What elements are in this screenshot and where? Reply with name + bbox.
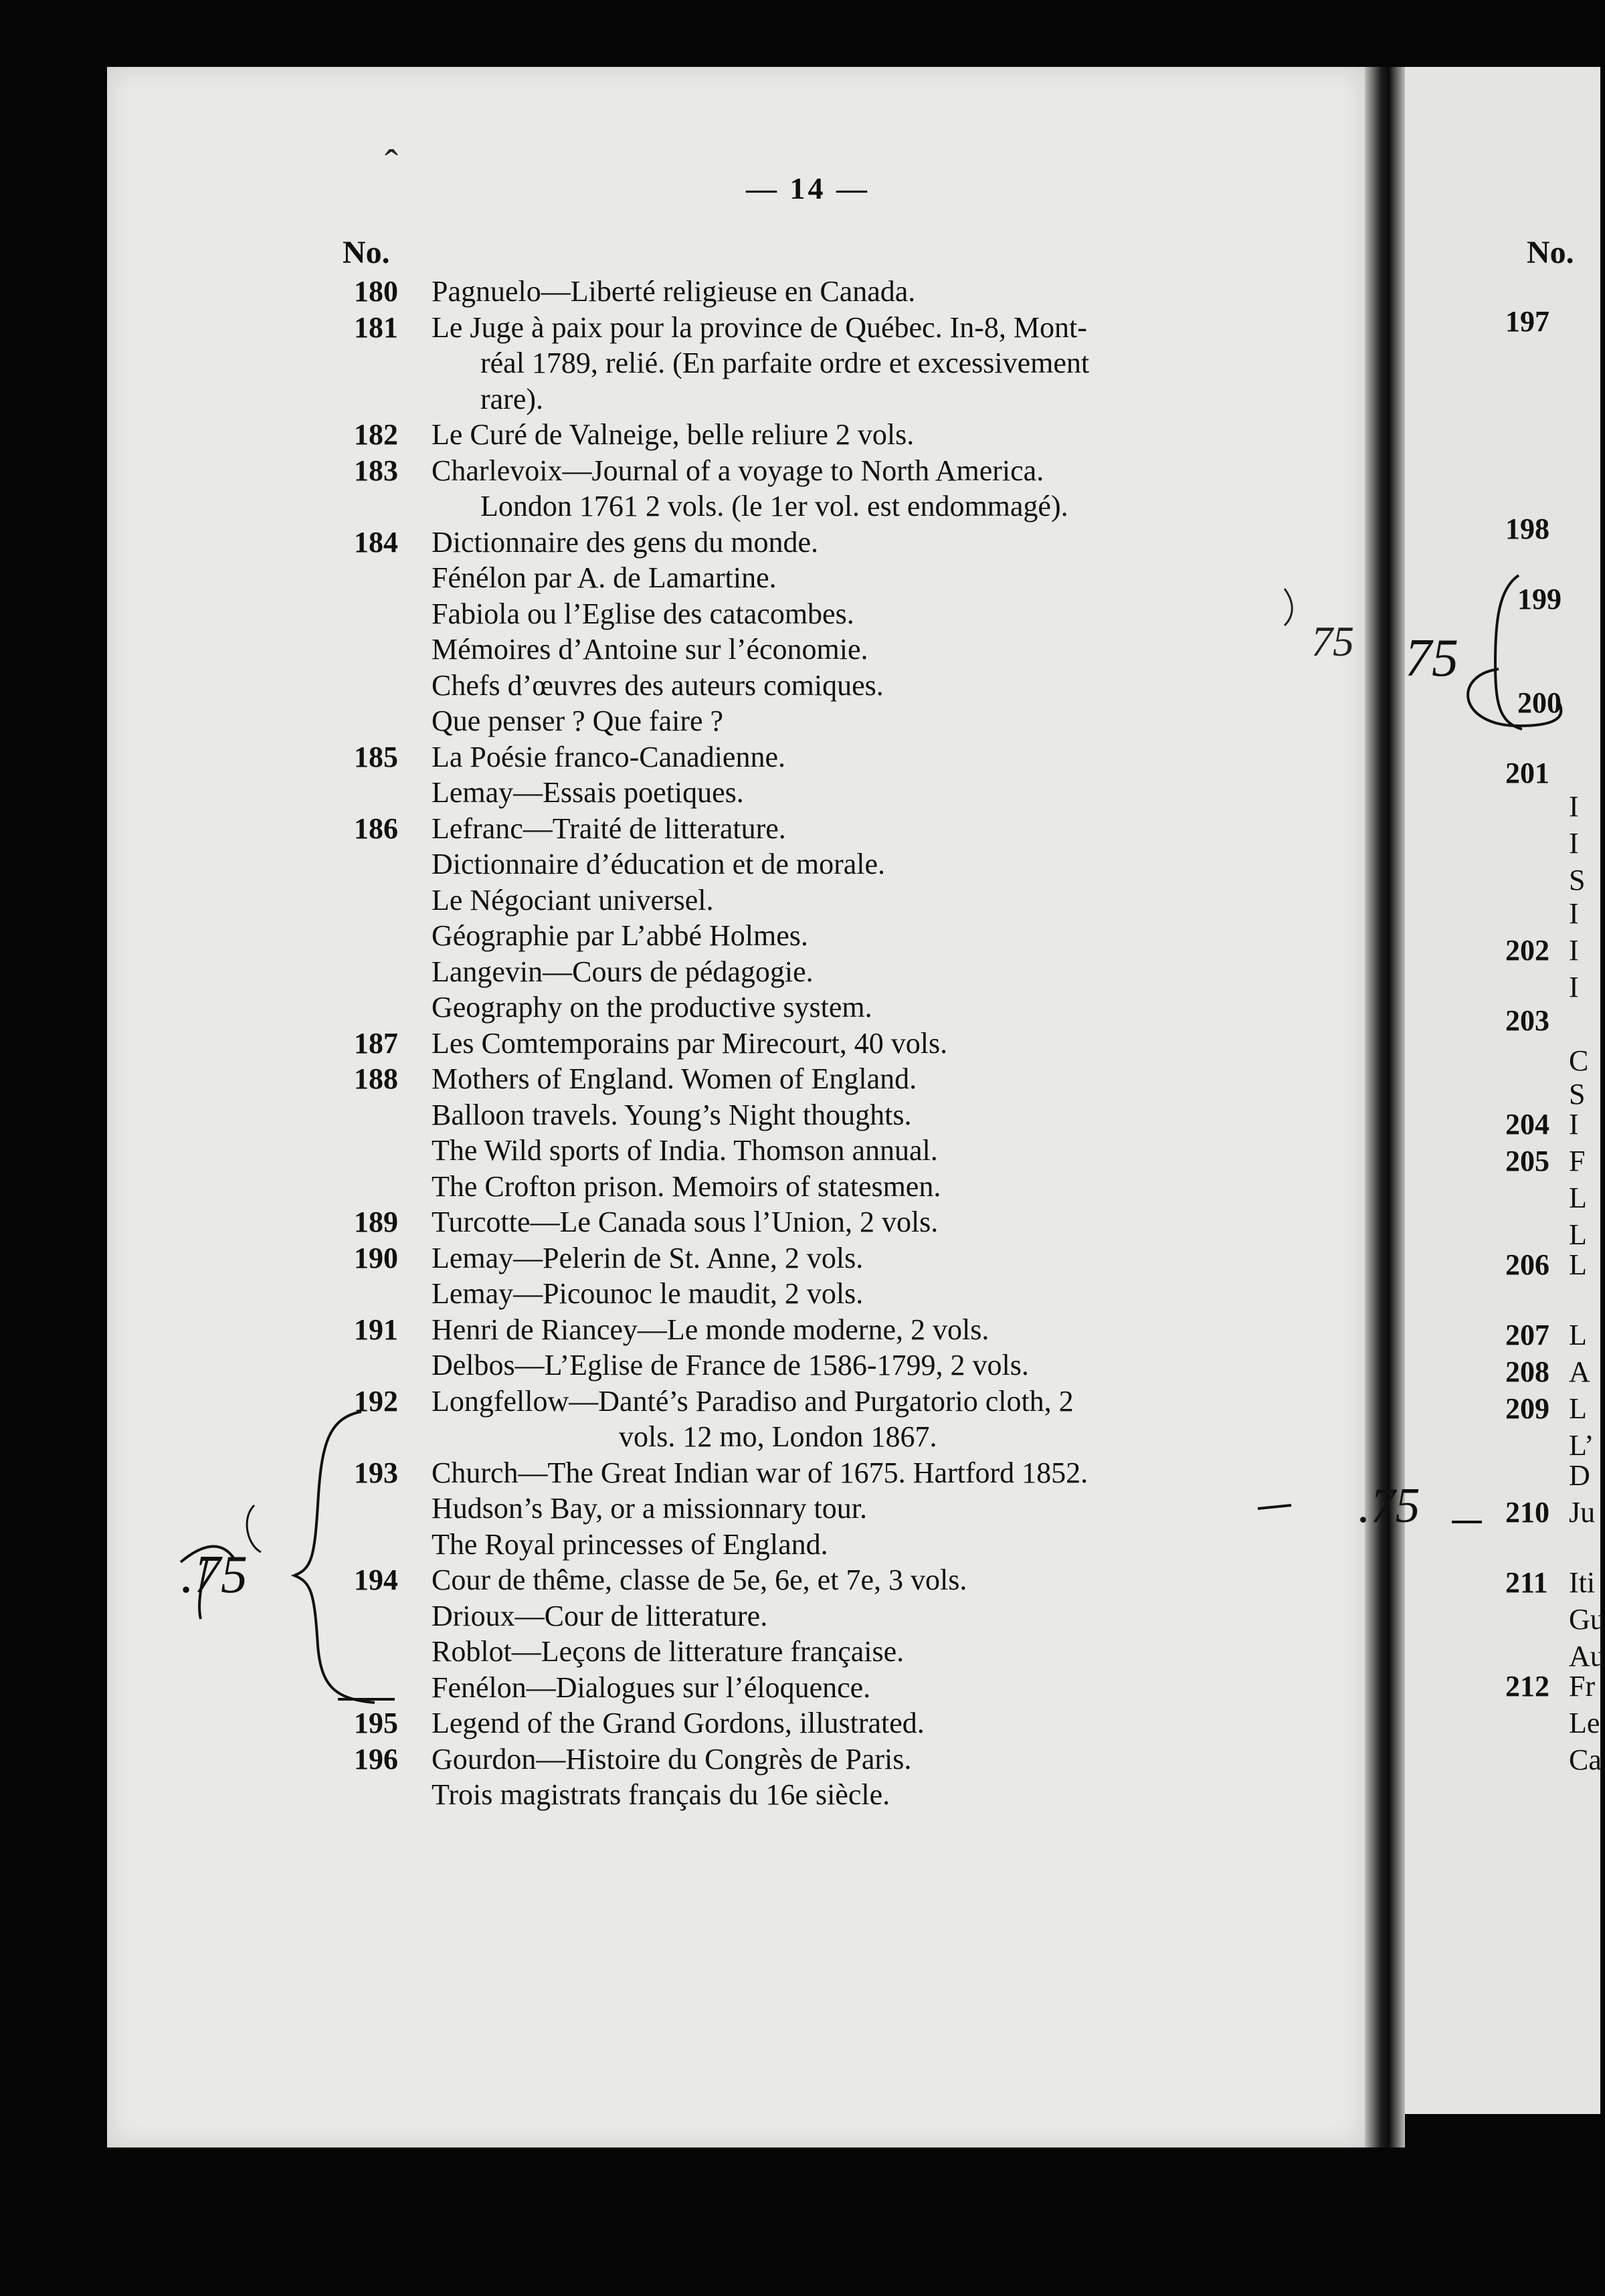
entry-line: Langevin—Cours de pédagogie. — [432, 955, 814, 988]
entry-number: 183 — [354, 454, 398, 487]
entry-line: Les Comtemporains par Mirecourt, 40 vols. — [432, 1026, 948, 1060]
entry-line: Le Juge à paix pour la province de Québec. In-8, Mont- — [432, 310, 1087, 344]
right-entry-number: 210 — [1505, 1496, 1549, 1529]
right-entry-fragment: Gu — [1569, 1603, 1605, 1636]
right-entry-number: 201 — [1505, 757, 1549, 789]
entry-line: Cour de thême, classe de 5e, 6e, et 7e, 3 vols. — [432, 1563, 967, 1596]
right-entry-fragment: S — [1569, 1078, 1586, 1111]
entry-number: 184 — [354, 525, 398, 559]
entry-line: Turcotte—Le Canada sous l’Union, 2 vols. — [432, 1206, 939, 1238]
entry-line: réal 1789, relié. (En parfaite ordre et excessivement — [480, 347, 1090, 379]
entry-number: 191 — [354, 1313, 398, 1346]
price-annotation-right-2: .75 — [1358, 1478, 1420, 1533]
right-entry-fragment: Ca — [1569, 1743, 1602, 1776]
entry-number: 190 — [354, 1241, 398, 1274]
entry-line: Chefs d’œuvres des auteurs comiques. — [432, 668, 884, 702]
entry-line: London 1761 2 vols. (le 1er vol. est endommagé). — [480, 490, 1068, 522]
entry-line: Lemay—Pelerin de St. Anne, 2 vols. — [432, 1241, 864, 1274]
right-entry-fragment: Iti — [1569, 1566, 1596, 1599]
entry-number: 182 — [354, 418, 398, 451]
entry-number: 185 — [354, 740, 398, 773]
right-entry-fragment: D — [1569, 1459, 1590, 1492]
right-entry-fragment: L — [1569, 1248, 1587, 1281]
entry-line: Géographie par L’abbé Holmes. — [432, 919, 808, 952]
entry-number: 192 — [354, 1384, 398, 1418]
right-entry-number: 200 — [1517, 686, 1562, 719]
entry-number: 188 — [354, 1062, 398, 1095]
right-entry-fragment: I — [1569, 897, 1579, 930]
right-entry-fragment: C — [1569, 1044, 1589, 1077]
right-entry-fragment: F — [1569, 1145, 1586, 1177]
right-entry-fragment: I — [1569, 790, 1579, 823]
entry-line: Delbos—L’Eglise de France de 1586-1799, 2 vols. — [432, 1349, 1029, 1381]
right-column-header: No. — [1527, 235, 1574, 270]
price-annotation-left: .75 — [181, 1545, 248, 1604]
right-entry-fragment: Fr — [1569, 1670, 1596, 1703]
entry-line: Le Négociant universel. — [432, 883, 714, 917]
entry-line: Dictionnaire d’éducation et de morale. — [432, 848, 886, 880]
entry-line: The Crofton prison. Memoirs of statesmen. — [432, 1169, 941, 1203]
entry-number: 181 — [354, 310, 398, 344]
entry-line: Trois magistrats français du 16e siècle. — [432, 1778, 890, 1811]
book-gutter — [1365, 67, 1405, 2147]
entry-line: Drioux—Cour de litterature. — [432, 1599, 768, 1632]
left-column-header: No. — [343, 235, 390, 270]
right-entry-number: 212 — [1505, 1670, 1549, 1703]
entry-line: Balloon travels. Young’s Night thoughts. — [432, 1098, 912, 1131]
entry-line: Fabiola ou l’Eglise des catacombes. — [432, 597, 854, 630]
entry-number: 187 — [354, 1026, 398, 1060]
right-entry-number: 208 — [1505, 1355, 1549, 1388]
entry-line: Le Curé de Valneige, belle reliure 2 vols. — [432, 418, 915, 451]
right-entry-fragment: L — [1569, 1181, 1587, 1214]
right-entry-number: 204 — [1505, 1108, 1549, 1141]
right-entry-number: 202 — [1505, 934, 1549, 967]
entry-line: Dictionnaire des gens du monde. — [432, 525, 818, 559]
entry-line: Lefranc—Traité de litterature. — [432, 811, 786, 845]
pen-mark: ˆ — [385, 142, 398, 186]
right-entry-number: 198 — [1505, 512, 1549, 545]
right-entry-fragment: Le — [1569, 1707, 1600, 1739]
right-entry-fragment: L — [1569, 1319, 1587, 1351]
entry-line: Lemay—Picounoc le maudit, 2 vols. — [432, 1277, 864, 1310]
right-entry-fragment: S — [1569, 864, 1586, 896]
right-entry-number: 206 — [1505, 1248, 1549, 1281]
entry-line: Mothers of England. Women of England. — [432, 1062, 917, 1095]
entry-line: Longfellow—Danté’s Paradiso and Purgatorio cloth, 2 — [432, 1384, 1074, 1418]
entry-number: 194 — [354, 1563, 398, 1596]
entry-line: Que penser ? Que faire ? — [432, 704, 724, 737]
entry-line: Lemay—Essais poetiques. — [432, 776, 744, 809]
right-entry-fragment: L’ — [1569, 1429, 1594, 1462]
entry-line: Henri de Riancey—Le monde moderne, 2 vols. — [432, 1313, 989, 1346]
entry-number: 189 — [354, 1206, 398, 1238]
entry-number: 193 — [354, 1456, 398, 1489]
entry-line: The Royal princesses of England. — [432, 1527, 828, 1561]
entry-line: Church—The Great Indian war of 1675. Hartford 1852. — [432, 1456, 1089, 1489]
right-entry-fragment: L — [1569, 1218, 1587, 1251]
entry-line: La Poésie franco-Canadienne. — [432, 740, 785, 773]
entry-line: Roblot—Leçons de litterature française. — [432, 1635, 905, 1668]
price-annotation-middle: 75 — [1311, 617, 1354, 665]
right-entry-fragment: L — [1569, 1392, 1587, 1425]
right-entry-fragment: I — [1569, 971, 1579, 1003]
entry-line: Mémoires d’Antoine sur l’économie. — [432, 633, 868, 666]
price-annotation-right-1: 75 — [1405, 629, 1458, 688]
right-entry-fragment: A — [1569, 1355, 1590, 1388]
entry-number: 186 — [354, 811, 398, 845]
entry-number: 195 — [354, 1707, 398, 1739]
entry-number: 196 — [354, 1742, 398, 1776]
entry-line: Fénélon par A. de Lamartine. — [432, 561, 777, 594]
right-entry-fragment: Au — [1569, 1640, 1605, 1672]
right-entry-number: 209 — [1505, 1392, 1549, 1425]
right-entry-fragment: I — [1569, 827, 1579, 860]
entry-line: Geography on the productive system. — [432, 991, 872, 1024]
right-entry-number: 207 — [1505, 1319, 1549, 1351]
entry-line: Hudson’s Bay, or a missionnary tour. — [432, 1492, 867, 1525]
right-entry-number: 205 — [1505, 1145, 1549, 1177]
right-entry-number: 203 — [1505, 1004, 1549, 1037]
entry-number: 180 — [354, 275, 398, 308]
entry-line: Fenélon—Dialogues sur l’éloquence. — [432, 1670, 871, 1704]
entry-line: Charlevoix—Journal of a voyage to North America. — [432, 454, 1044, 487]
right-entry-fragment: I — [1569, 934, 1579, 967]
entry-line: The Wild sports of India. Thomson annual. — [432, 1134, 938, 1167]
entry-line: Legend of the Grand Gordons, illustrated. — [432, 1707, 925, 1739]
entry-line: vols. 12 mo, London 1867. — [619, 1420, 937, 1453]
right-entry-fragment: I — [1569, 1108, 1579, 1141]
right-entry-number: 199 — [1517, 583, 1562, 615]
page-number: — 14 — — [746, 171, 870, 205]
entry-line: rare). — [480, 382, 544, 415]
entry-line: Gourdon—Histoire du Congrès de Paris. — [432, 1742, 912, 1776]
right-entry-number: 211 — [1505, 1566, 1548, 1599]
right-entry-fragment: Ju — [1569, 1496, 1596, 1529]
entry-line: Pagnuelo—Liberté religieuse en Canada. — [432, 275, 916, 308]
right-entry-number: 197 — [1505, 305, 1549, 338]
